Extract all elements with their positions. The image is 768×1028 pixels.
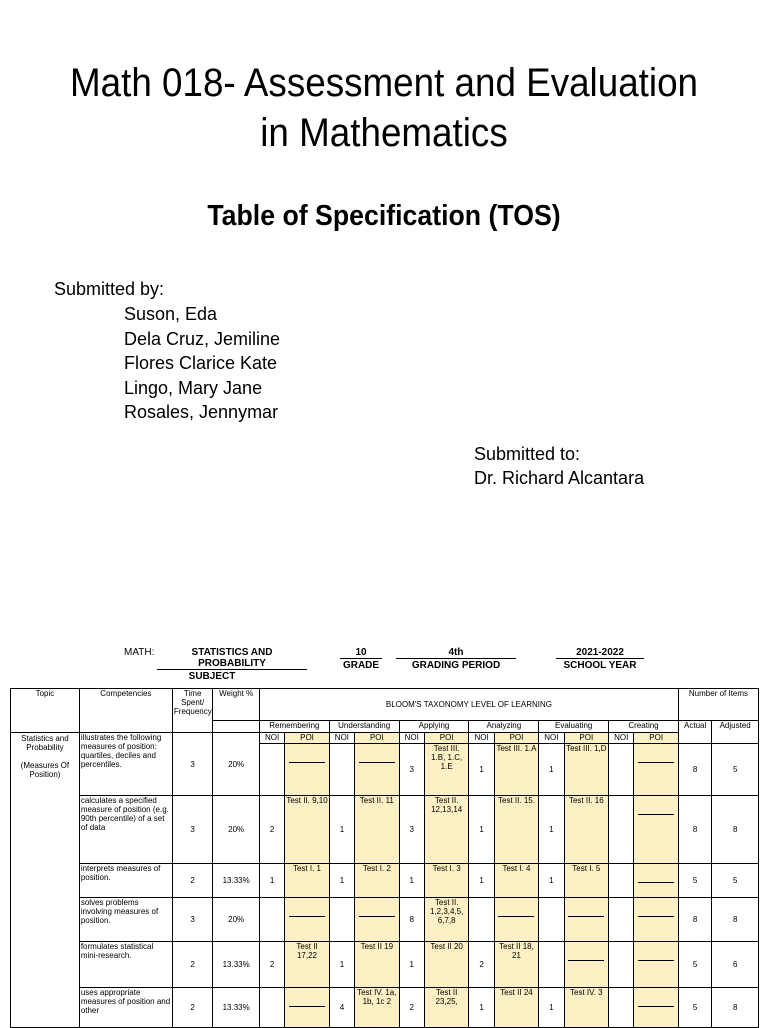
poi-blank-cell (634, 744, 679, 796)
blank-line (359, 916, 395, 917)
noi-cell (329, 898, 354, 942)
poi-blank-cell (355, 898, 400, 942)
poi-cell: Test II 24 (494, 988, 539, 1028)
poi-blank-cell (564, 898, 609, 942)
noi-header: NOI (469, 733, 494, 744)
noi-cell: 1 (329, 864, 354, 898)
blank-line (289, 762, 325, 763)
noi-cell (609, 796, 634, 864)
poi-blank-cell (634, 942, 679, 988)
time-cell: 2 (172, 988, 212, 1028)
actual-cell: 8 (678, 898, 711, 942)
poi-header: POI (564, 733, 609, 744)
noi-cell: 2 (259, 942, 284, 988)
poi-cell: Test I. 1 (285, 864, 330, 898)
adjusted-cell: 6 (712, 942, 759, 988)
number-of-items-header: Number of Items (678, 689, 758, 721)
adjusted-cell: 8 (712, 898, 759, 942)
poi-cell: Test IV. 1a, 1b, 1c 2 (355, 988, 400, 1028)
grade-caption: GRADE (342, 660, 380, 671)
noi-cell (259, 988, 284, 1028)
actual-cell: 5 (678, 864, 711, 898)
topic-header: Topic (11, 689, 80, 733)
poi-cell: Test II 19 (355, 942, 400, 988)
noi-cell: 1 (329, 942, 354, 988)
noi-cell (539, 942, 564, 988)
year-caption: SCHOOL YEAR (563, 660, 637, 671)
noi-cell: 1 (259, 864, 284, 898)
level-header: Evaluating (539, 721, 609, 733)
poi-blank-cell (564, 942, 609, 988)
time-cell: 3 (172, 796, 212, 864)
submitted-to-block (474, 442, 644, 490)
weight-header: Weight % (213, 689, 260, 721)
blank-line (638, 814, 674, 815)
noi-cell: 2 (399, 988, 424, 1028)
weight-cell: 13.33% (213, 988, 260, 1028)
adjusted-cell: 8 (712, 988, 759, 1028)
noi-cell: 1 (469, 864, 494, 898)
poi-cell: Test II 17,22 (285, 942, 330, 988)
adjusted-cell: 8 (712, 796, 759, 864)
blank-line (638, 762, 674, 763)
actual-cell: 8 (678, 796, 711, 864)
level-header: Applying (399, 721, 469, 733)
noi-header: NOI (539, 733, 564, 744)
poi-blank-cell (285, 988, 330, 1028)
time-header: Time Spent/ Frequency (172, 689, 212, 733)
competency-cell: solves problems involving measures of position. (79, 898, 172, 942)
blank-line (568, 916, 604, 917)
noi-cell: 2 (259, 796, 284, 864)
subject-field (157, 647, 307, 682)
adjusted-cell: 5 (712, 864, 759, 898)
level-header: Creating (609, 721, 679, 733)
weight-cell: 20% (213, 898, 260, 942)
poi-cell: Test IV. 3 (564, 988, 609, 1028)
poi-cell: Test III. 1,D (564, 744, 609, 796)
math-prefix: MATH: (124, 647, 155, 658)
poi-cell: Test II. 15. (494, 796, 539, 864)
author-name: Rosales, Jennymar (124, 402, 279, 422)
period-caption: GRADING PERIOD (411, 660, 501, 671)
time-cell: 3 (172, 898, 212, 942)
noi-cell: 3 (399, 744, 424, 796)
noi-cell: 1 (539, 796, 564, 864)
table-row (11, 898, 759, 942)
author-name: Suson, Eda (124, 304, 218, 324)
noi-cell (259, 898, 284, 942)
competency-cell: formulates statistical mini-research. (79, 942, 172, 988)
author-name: Dela Cruz, Jemiline (124, 328, 281, 349)
submitted-to-label: Submitted to: (474, 444, 581, 464)
noi-header: NOI (259, 733, 284, 744)
actual-cell: 5 (678, 988, 711, 1028)
noi-cell: 1 (469, 744, 494, 796)
recipient-name: Dr. Richard Alcantara (474, 468, 645, 488)
actual-cell: 5 (678, 942, 711, 988)
noi-cell (609, 942, 634, 988)
blank-line (638, 882, 674, 883)
poi-cell: Test I. 5 (564, 864, 609, 898)
poi-header: POI (355, 733, 400, 744)
blank-line (638, 1006, 674, 1007)
blank-line (289, 1006, 325, 1007)
tos-table (10, 688, 759, 1028)
noi-cell: 4 (329, 988, 354, 1028)
title-line-1: Math 018- Assessment and Evaluation (69, 61, 699, 105)
level-header: Analyzing (469, 721, 539, 733)
noi-header: NOI (609, 733, 634, 744)
table-row (11, 796, 759, 864)
noi-cell: 1 (539, 988, 564, 1028)
submitted-by-label: Submitted by: (54, 279, 165, 299)
poi-cell: Test III. 1.B, 1.C, 1.E (424, 744, 469, 796)
level-header: Understanding (329, 721, 399, 733)
table-row (11, 988, 759, 1028)
table-row (11, 942, 759, 988)
time-cell: 2 (172, 864, 212, 898)
poi-cell: Test III. 1.A (494, 744, 539, 796)
grade-value: 10 (340, 647, 382, 659)
poi-blank-cell (355, 744, 400, 796)
poi-blank-cell (634, 898, 679, 942)
noi-cell: 1 (469, 988, 494, 1028)
poi-cell: Test I. 3 (424, 864, 469, 898)
noi-cell: 3 (399, 796, 424, 864)
topic-cell: Statistics and Probability (Measures Of Position) (11, 733, 80, 1028)
noi-cell: 1 (469, 796, 494, 864)
author-name: Flores Clarice Kate (124, 353, 278, 373)
weight-cell: 20% (213, 733, 260, 796)
subject-value: STATISTICS AND PROBABILITY (157, 647, 307, 670)
noi-cell (609, 864, 634, 898)
noi-cell (609, 988, 634, 1028)
poi-header: POI (494, 733, 539, 744)
table-row (11, 864, 759, 898)
noi-cell: 1 (399, 864, 424, 898)
bloom-header: BLOOM'S TAXONOMY LEVEL OF LEARNING (259, 689, 678, 721)
competency-cell: calculates a specified measure of position (e.g. 90th percentile) of a set of data (79, 796, 172, 864)
poi-header: POI (285, 733, 330, 744)
poi-cell: Test I. 4 (494, 864, 539, 898)
title-line-2: in Mathematics (260, 111, 508, 155)
weight-cell: 20% (213, 796, 260, 864)
noi-poi-header-row (11, 733, 759, 744)
actual-header: Actual (678, 721, 711, 744)
blank-line (289, 916, 325, 917)
noi-cell: 1 (539, 864, 564, 898)
adjusted-cell: 5 (712, 744, 759, 796)
poi-cell: Test II. 16 (564, 796, 609, 864)
poi-blank-cell (634, 796, 679, 864)
noi-cell (539, 898, 564, 942)
poi-blank-cell (634, 988, 679, 1028)
noi-header: NOI (329, 733, 354, 744)
noi-cell: 1 (399, 942, 424, 988)
year-field (556, 647, 644, 671)
period-field (396, 647, 516, 671)
time-cell: 2 (172, 942, 212, 988)
blank-line (638, 916, 674, 917)
competency-cell: uses appropriate measures of position and other (79, 988, 172, 1028)
weight-cell: 13.33% (213, 864, 260, 898)
grade-field (340, 647, 382, 671)
poi-header: POI (634, 733, 679, 744)
blank-line (359, 762, 395, 763)
noi-cell (469, 898, 494, 942)
noi-cell (259, 744, 284, 796)
poi-blank-cell (634, 864, 679, 898)
level-header: Remembering (259, 721, 329, 733)
time-cell: 3 (172, 733, 212, 796)
poi-cell: Test II 20 (424, 942, 469, 988)
adjusted-header: Adjusted (712, 721, 759, 744)
noi-cell (609, 898, 634, 942)
noi-header: NOI (399, 733, 424, 744)
poi-cell: Test II 18, 21 (494, 942, 539, 988)
competency-cell: interprets measures of position. (79, 864, 172, 898)
blank-line (638, 960, 674, 961)
blank-line (568, 960, 604, 961)
competencies-header: Competencies (79, 689, 172, 733)
noi-cell: 2 (469, 942, 494, 988)
document-title (31, 58, 738, 158)
poi-blank-cell (285, 898, 330, 942)
poi-header: POI (424, 733, 469, 744)
poi-blank-cell (285, 744, 330, 796)
year-value: 2021-2022 (556, 647, 644, 659)
poi-blank-cell (494, 898, 539, 942)
poi-cell: Test II. 1,2,3,4,5, 6,7,8 (424, 898, 469, 942)
author-list (124, 302, 280, 425)
poi-cell: Test II. 9,10 (285, 796, 330, 864)
noi-cell: 8 (399, 898, 424, 942)
noi-cell: 1 (539, 744, 564, 796)
competency-cell: illustrates the following measures of position: quartiles, deciles and percentiles. (79, 733, 172, 796)
actual-cell: 8 (678, 744, 711, 796)
period-value: 4th (396, 647, 516, 659)
weight-cell: 13.33% (213, 942, 260, 988)
poi-cell: Test I. 2 (355, 864, 400, 898)
document-subtitle: Table of Specification (TOS) (207, 200, 561, 232)
noi-cell (609, 744, 634, 796)
blank-line (498, 916, 534, 917)
noi-cell (329, 744, 354, 796)
poi-cell: Test II. 12,13,14 (424, 796, 469, 864)
poi-cell: Test II 23,25, (424, 988, 469, 1028)
poi-cell: Test II. 11 (355, 796, 400, 864)
author-name: Lingo, Mary Jane (124, 377, 263, 398)
noi-cell: 1 (329, 796, 354, 864)
subject-caption: SUBJECT (188, 671, 236, 682)
